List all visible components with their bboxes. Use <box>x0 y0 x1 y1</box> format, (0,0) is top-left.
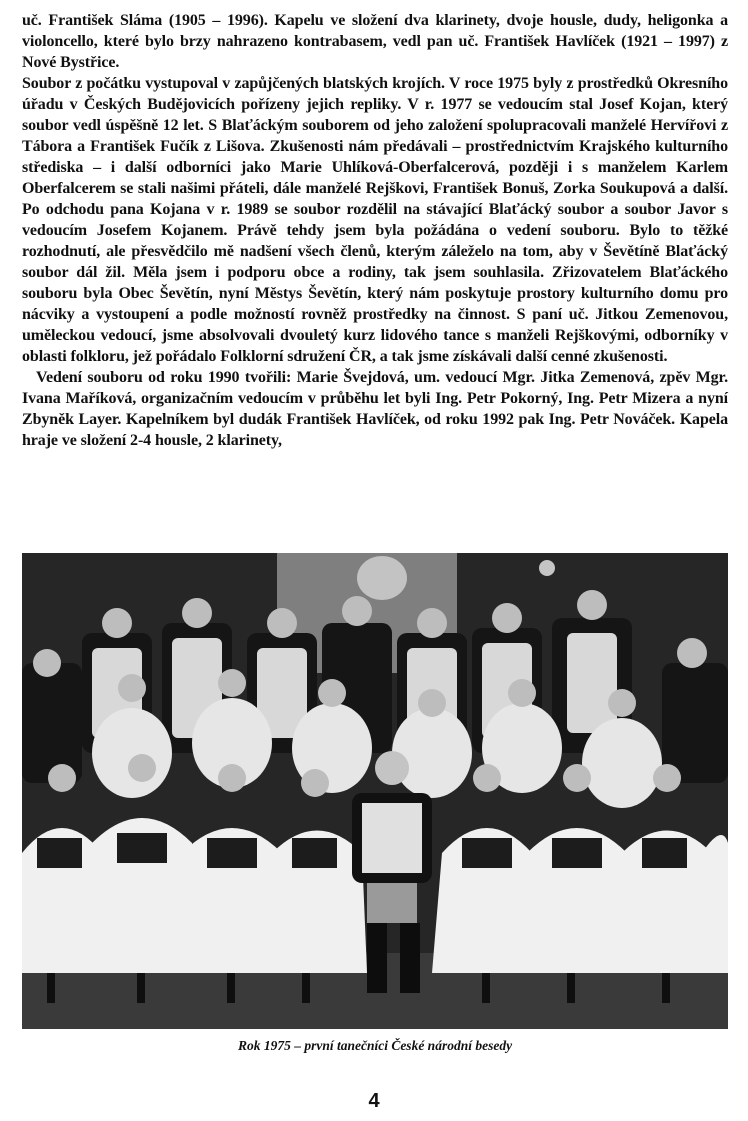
paragraph: Soubor z počátku vystupoval v zapůjčených blatských krojích. V roce 1975 byly z prostředků Okresního úřadu v Českých Budějovicích pořízeny jejich repliky. V r. 1977 se vedoucím stal Josef Kojan, který soubor vedl úspěšně 12 let. S Blaťáckým souborem od jeho založení spolupracovali manželé Hervířovi z Tábora a František Fučík z Lišova. Zkušenosti nám předávali – prostřednictvím Krajského kulturního střediska – i další odborníci jako Marie Uhlíková-Oberfalcerová, později i s manželem Karlem Oberfalcerem se stali našimi přáteli, dále manželé Rejškovi, František Bonuš, Zorka Soukupová a další. Po odchodu pana Kojana v r. 1989 se soubor rozdělil na stávající Blaťácký soubor a soubor Javor s vedoucím Josefem Kojanem. Právě tehdy jsem byla požádána o vedení souboru. Bylo to těžké rozhodnutí, ale přesvědčilo mě nadšení všech členů, kterým záleželo na tom, aby v Ševětíně Blaťácký soubor dál žil. Měla jsem i podporu obce a rodiny, tak jsem souhlasila. Zřizovatelem Blaťáckého souboru byla Obec Ševětín, nyní Městys Ševětín, který nám poskytuje prostory kulturního domu pro nácviky a vystoupení a podle možností rovněž prostředky na činnost. S paní uč. Jitkou Zemenovou, uměleckou vedoucí, jsme absolvovali dvouletý kurz lidového tance s manželi Rejškovými, odborníky v oblasti folkloru, jež pořádalo Folklorní sdružení ČR, a tak jsme získávali další cenné zkušenosti. <box>22 75 728 365</box>
paragraph: Vedení souboru od roku 1990 tvořili: Marie Švejdová, um. vedoucí Mgr. Jitka Zemenová, zpěv Mgr. Ivana Maříková, organizačním vedoucím v průběhu let byli Ing. Petr Pokorný, Ing. Petr Mizera a nyní Zbyněk Layer. Kapelníkem byl dudák František Havlíček, od roku 1992 pak Ing. Petr Nováček. Kapela hraje ve složení 2-4 housle, 2 klarinety, <box>22 369 728 449</box>
group-photo <box>22 553 728 1029</box>
paragraph: uč. František Sláma (1905 – 1996). Kapelu ve složení dva klarinety, dvoje housle, dudy, heligonka a violoncello, které bylo brzy nahrazeno kontrabasem, vedl pan uč. František Havlíček (1921 – 1997) z Nové Bystřice. <box>22 12 728 71</box>
page-number: 4 <box>368 1090 380 1112</box>
body-text <box>22 10 728 451</box>
photo-caption: Rok 1975 – první tanečníci České národní besedy <box>237 1038 513 1053</box>
